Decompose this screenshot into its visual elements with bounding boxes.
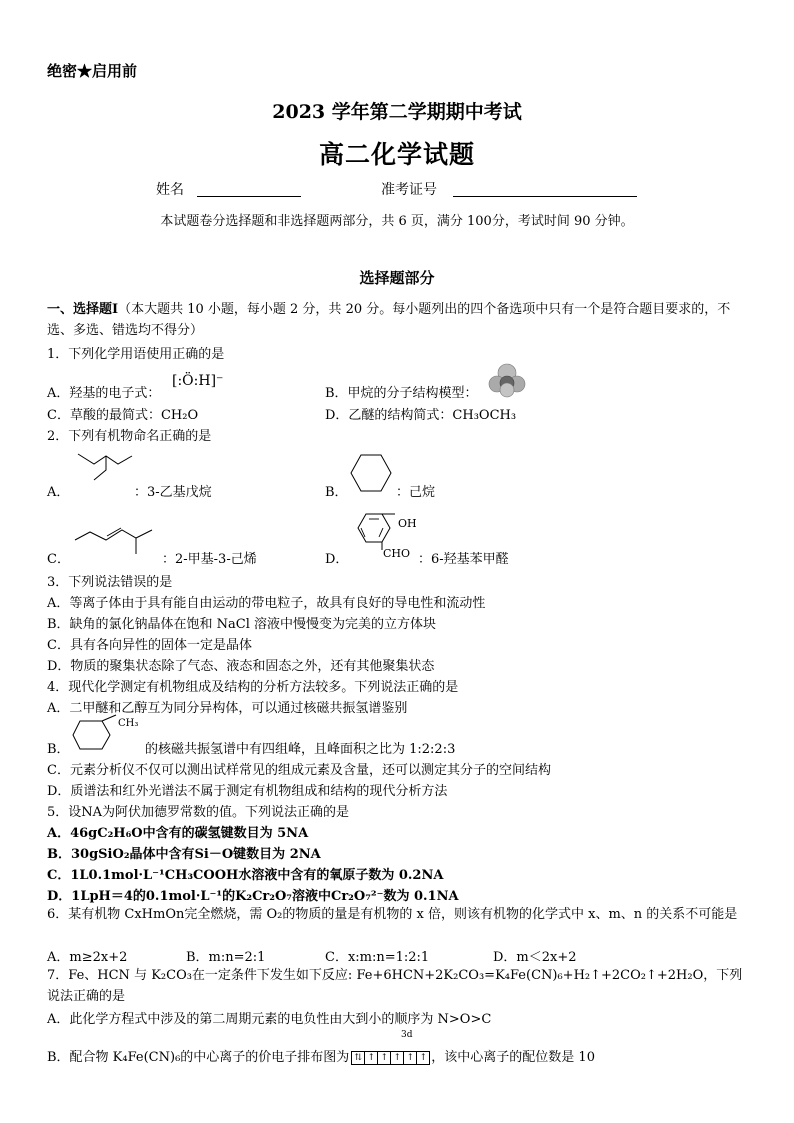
q2-option-b-name: ：己烷 [396,485,436,500]
q7-option-b [47,1046,595,1065]
q6-option-d: D．m＜2x+2 [493,950,577,965]
q1-option-b: B．甲烷的分子结构模型： [325,386,478,401]
q6-option-b: B．m:n=2:1 [186,950,266,965]
orbital-3d-label: 3d [401,1030,413,1040]
q3-option-b: B．缺角的氯化钠晶体在饱和 NaCl 溶液中慢慢变为完美的立方体块 [47,617,437,632]
orbital-box: ⇅ [351,1051,365,1065]
exam-title: 2023 学年第二学期期中考试 [272,101,522,123]
cyclohexane-structure-icon [350,454,392,492]
q1-option-c: C．草酸的最简式：CH₂O [47,408,199,423]
name-field[interactable] [197,196,301,197]
confidential-label: 绝密★启用前 [47,62,138,80]
q6-option-c: C．x:m:n=1:2:1 [325,950,430,965]
q3-stem: 3．下列说法错误的是 [47,575,173,590]
q5-option-d: D．1LpH＝4的0.1mol·L⁻¹的K₂Cr₂O₇溶液中Cr₂O₇²⁻数为 0.1NA [47,889,459,904]
part-instructions-text: （本大题共 10 小题，每小题 2 分，共 20 分。每小题列出的四个备选项中只有一个是符合题目要求的，不选、多选、错选均不得分） [47,302,731,338]
q3-option-a: A．等离子体由于具有能自由运动的带电粒子，故具有良好的导电性和流动性 [47,596,486,611]
cho-label: CHO [383,547,411,560]
exam-notice: 本试题卷分选择题和非选择题两部分，共 6 页，满分 100分，考试时间 90 分钟。 [160,214,634,229]
q2-option-b-letter: B． [325,485,348,500]
3-ethylpentane-structure-icon [76,452,136,492]
orbital-box: ↑ [377,1051,391,1065]
orbital-box: ↑ [390,1051,404,1065]
part-instructions [47,299,747,341]
q2-stem: 2．下列有机物命名正确的是 [47,429,212,444]
q7-stem: 7．Fe、HCN 与 K₂CO₃在一定条件下发生如下反应: Fe+6HCN+2K₂CO₃=K₄Fe(CN)₆+H₂↑+2CO₂↑+2H₂O，下列说法正确的是 [47,968,743,1004]
id-field[interactable] [453,196,637,197]
q6-stem: 6．某有机物 CxHmOn完全燃烧，需 O₂的物质的量是有机物的 x 倍，则该有机物的化学式中 x、m、n 的关系不可能是 [47,907,738,922]
q4-option-b-letter: B． [47,742,70,757]
q2-option-d-name: ：6-羟基苯甲醛 [418,552,509,567]
q4-option-c: C．元素分析仪不仅可以测出试样常见的组成元素及含量，还可以测定其分子的空间结构 [47,763,551,778]
orbital-box: ↑ [403,1051,417,1065]
q2-option-d-letter: D． [325,552,349,567]
q1-option-d: D．乙醚的结构简式：CH₃OCH₃ [325,408,517,423]
2-methyl-3-hexene-structure-icon [74,520,160,560]
orbital-box: ↑ [364,1051,378,1065]
q2-option-a-name: ：3-乙基戊烷 [134,485,212,500]
id-label: 准考证号 [381,182,437,198]
q1-stem: 1．下列化学用语使用正确的是 [47,347,225,362]
oh-label: OH [398,517,417,530]
orbital-diagram [351,1050,429,1065]
q5-option-b: B．30gSiO₂晶体中含有Si－O键数目为 2NA [47,847,321,862]
q4-option-d: D．质谱法和红外光谱法不属于测定有机物组成和结构的现代分析方法 [47,784,448,799]
q3-option-d: D．物质的聚集状态除了气态、液态和固态之外，还有其他聚集状态 [47,659,435,674]
subject-title: 高二化学试题 [318,140,475,169]
name-label: 姓名 [156,182,184,198]
q2-option-a-letter: A． [47,485,70,500]
ch3-label: CH₃ [118,718,139,729]
part-heading: 一、选择题Ⅰ [47,302,119,317]
q5-stem: 5．设NA为阿伏加德罗常数的值。下列说法正确的是 [47,805,350,820]
methane-model-icon [488,362,526,398]
q4-option-a: A．二甲醚和乙醇互为同分异构体，可以通过核磁共振氢谱鉴别 [47,701,408,716]
q5-option-c: C．1L0.1mol·L⁻¹CH₃COOH水溶液中含有的氧原子数为 0.2NA [47,868,444,883]
q4-option-b-text: 的核磁共振氢谱中有四组峰，且峰面积之比为 1:2:2:3 [145,742,456,757]
q3-option-c: C．具有各向异性的固体一定是晶体 [47,638,252,653]
orbital-box: ↑ [416,1051,430,1065]
q2-option-c-name: ：2-甲基-3-己烯 [162,552,257,567]
q1-option-a: A．羟基的电子式： [47,386,161,401]
q7-option-b-post: ，该中心离子的配位数是 10 [431,1050,595,1065]
q2-option-c-letter: C． [47,552,70,567]
q4-stem: 4．现代化学测定有机物组成及结构的分析方法较多。下列说法正确的是 [47,680,459,695]
q7-option-b-pre: B．配合物 K₄Fe(CN)₆的中心离子的价电子排布图为 [47,1050,350,1065]
q6-option-a: A．m≥2x+2 [47,950,128,965]
q5-option-a: A．46gC₂H₆O中含有的碳氢键数目为 5NA [47,826,309,841]
q1-hydroxyl-formula: [:Ö:H]⁻ [172,373,224,389]
q7-option-a: A．此化学方程式中涉及的第二周期元素的电负性由大到小的顺序为 N>O>C [47,1012,492,1027]
section-title: 选择题部分 [359,269,435,287]
